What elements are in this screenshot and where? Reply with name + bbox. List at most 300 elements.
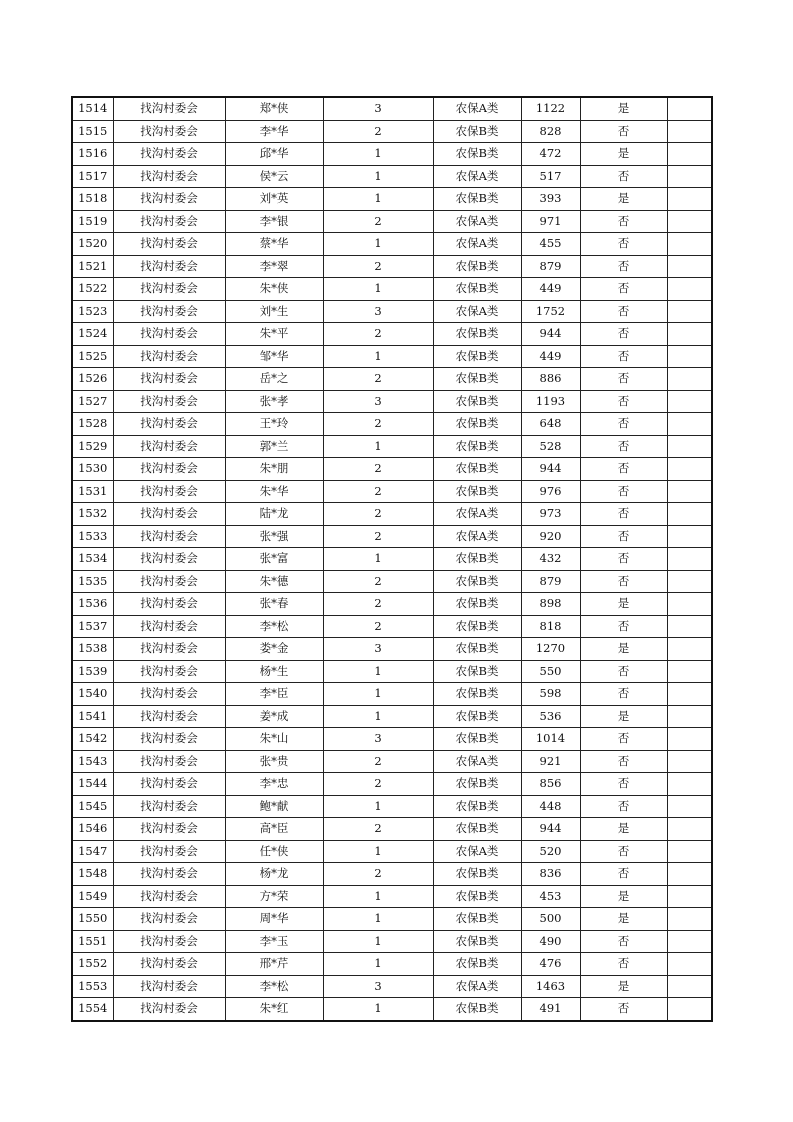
remarks-cell	[667, 795, 712, 818]
insurance-category-cell: 农保B类	[433, 638, 521, 661]
person-name-cell: 李*翠	[225, 255, 323, 278]
remarks-cell	[667, 503, 712, 526]
row-number-cell: 1528	[72, 413, 113, 436]
village-committee-cell: 找沟村委会	[113, 278, 225, 301]
amount-cell: 598	[521, 683, 580, 706]
amount-cell: 520	[521, 840, 580, 863]
remarks-cell	[667, 593, 712, 616]
row-number-cell: 1543	[72, 750, 113, 773]
insurance-category-cell: 农保B类	[433, 390, 521, 413]
amount-cell: 528	[521, 435, 580, 458]
row-number-cell: 1547	[72, 840, 113, 863]
insurance-category-cell: 农保B类	[433, 953, 521, 976]
row-number-cell: 1526	[72, 368, 113, 391]
insurance-category-cell: 农保B类	[433, 278, 521, 301]
village-committee-cell: 找沟村委会	[113, 750, 225, 773]
insurance-category-cell: 农保B类	[433, 683, 521, 706]
person-name-cell: 李*松	[225, 615, 323, 638]
village-committee-cell: 找沟村委会	[113, 795, 225, 818]
row-number-cell: 1536	[72, 593, 113, 616]
household-size-cell: 1	[323, 885, 433, 908]
insurance-category-cell: 农保B类	[433, 885, 521, 908]
household-size-cell: 1	[323, 998, 433, 1021]
insurance-category-cell: 农保B类	[433, 660, 521, 683]
remarks-cell	[667, 300, 712, 323]
row-number-cell: 1529	[72, 435, 113, 458]
village-committee-cell: 找沟村委会	[113, 143, 225, 166]
insurance-category-cell: 农保B类	[433, 593, 521, 616]
person-name-cell: 周*华	[225, 908, 323, 931]
remarks-cell	[667, 975, 712, 998]
amount-cell: 898	[521, 593, 580, 616]
insurance-category-cell: 农保B类	[433, 413, 521, 436]
insurance-category-cell: 农保A类	[433, 975, 521, 998]
village-committee-cell: 找沟村委会	[113, 503, 225, 526]
row-number-cell: 1544	[72, 773, 113, 796]
row-number-cell: 1525	[72, 345, 113, 368]
flag-yes-no-cell: 是	[580, 188, 667, 211]
amount-cell: 490	[521, 930, 580, 953]
person-name-cell: 高*臣	[225, 818, 323, 841]
household-size-cell: 2	[323, 818, 433, 841]
flag-yes-no-cell: 否	[580, 503, 667, 526]
flag-yes-no-cell: 否	[580, 278, 667, 301]
household-size-cell: 2	[323, 210, 433, 233]
household-size-cell: 1	[323, 908, 433, 931]
remarks-cell	[667, 930, 712, 953]
person-name-cell: 李*玉	[225, 930, 323, 953]
insurance-category-cell: 农保B类	[433, 120, 521, 143]
household-size-cell: 1	[323, 840, 433, 863]
amount-cell: 944	[521, 458, 580, 481]
insurance-category-cell: 农保A类	[433, 210, 521, 233]
row-number-cell: 1542	[72, 728, 113, 751]
person-name-cell: 张*春	[225, 593, 323, 616]
amount-cell: 472	[521, 143, 580, 166]
flag-yes-no-cell: 否	[580, 210, 667, 233]
flag-yes-no-cell: 否	[580, 773, 667, 796]
insurance-category-cell: 农保B类	[433, 615, 521, 638]
flag-yes-no-cell: 否	[580, 413, 667, 436]
table-row	[72, 795, 712, 818]
household-size-cell: 1	[323, 953, 433, 976]
insurance-category-cell: 农保A类	[433, 525, 521, 548]
village-committee-cell: 找沟村委会	[113, 97, 225, 120]
table-row	[72, 143, 712, 166]
flag-yes-no-cell: 否	[580, 458, 667, 481]
household-size-cell: 1	[323, 795, 433, 818]
table-row	[72, 525, 712, 548]
insurance-category-cell: 农保B类	[433, 863, 521, 886]
amount-cell: 393	[521, 188, 580, 211]
table-row	[72, 930, 712, 953]
insurance-category-cell: 农保A类	[433, 840, 521, 863]
insurance-category-cell: 农保B类	[433, 998, 521, 1021]
row-number-cell: 1519	[72, 210, 113, 233]
insurance-category-cell: 农保A类	[433, 503, 521, 526]
table-row	[72, 233, 712, 256]
amount-cell: 491	[521, 998, 580, 1021]
person-name-cell: 朱*山	[225, 728, 323, 751]
amount-cell: 536	[521, 705, 580, 728]
table-row	[72, 953, 712, 976]
table-row	[72, 638, 712, 661]
household-size-cell: 2	[323, 525, 433, 548]
village-committee-cell: 找沟村委会	[113, 638, 225, 661]
insurance-category-cell: 农保B类	[433, 908, 521, 931]
village-committee-cell: 找沟村委会	[113, 548, 225, 571]
village-committee-cell: 找沟村委会	[113, 345, 225, 368]
row-number-cell: 1554	[72, 998, 113, 1021]
row-number-cell: 1548	[72, 863, 113, 886]
village-committee-cell: 找沟村委会	[113, 885, 225, 908]
remarks-cell	[667, 863, 712, 886]
flag-yes-no-cell: 否	[580, 750, 667, 773]
table-row	[72, 593, 712, 616]
insurance-category-cell: 农保B类	[433, 930, 521, 953]
village-committee-cell: 找沟村委会	[113, 818, 225, 841]
amount-cell: 550	[521, 660, 580, 683]
insurance-category-cell: 农保B类	[433, 773, 521, 796]
table-row	[72, 750, 712, 773]
remarks-cell	[667, 525, 712, 548]
person-name-cell: 王*玲	[225, 413, 323, 436]
amount-cell: 476	[521, 953, 580, 976]
amount-cell: 1014	[521, 728, 580, 751]
remarks-cell	[667, 120, 712, 143]
person-name-cell: 杨*生	[225, 660, 323, 683]
row-number-cell: 1535	[72, 570, 113, 593]
table-row	[72, 728, 712, 751]
row-number-cell: 1533	[72, 525, 113, 548]
table-row	[72, 863, 712, 886]
person-name-cell: 邢*芹	[225, 953, 323, 976]
table-row	[72, 390, 712, 413]
row-number-cell: 1521	[72, 255, 113, 278]
table-row	[72, 615, 712, 638]
household-size-cell: 1	[323, 345, 433, 368]
amount-cell: 517	[521, 165, 580, 188]
household-size-cell: 3	[323, 390, 433, 413]
insurance-category-cell: 农保A类	[433, 300, 521, 323]
village-committee-cell: 找沟村委会	[113, 368, 225, 391]
person-name-cell: 张*孝	[225, 390, 323, 413]
person-name-cell: 侯*云	[225, 165, 323, 188]
remarks-cell	[667, 413, 712, 436]
remarks-cell	[667, 345, 712, 368]
flag-yes-no-cell: 是	[580, 885, 667, 908]
amount-cell: 818	[521, 615, 580, 638]
village-committee-cell: 找沟村委会	[113, 525, 225, 548]
table-row	[72, 458, 712, 481]
village-committee-cell: 找沟村委会	[113, 998, 225, 1021]
household-size-cell: 2	[323, 593, 433, 616]
amount-cell: 828	[521, 120, 580, 143]
person-name-cell: 朱*华	[225, 480, 323, 503]
amount-cell: 879	[521, 255, 580, 278]
row-number-cell: 1527	[72, 390, 113, 413]
person-name-cell: 李*忠	[225, 773, 323, 796]
amount-cell: 1463	[521, 975, 580, 998]
table-row	[72, 705, 712, 728]
table-row	[72, 300, 712, 323]
person-name-cell: 朱*朋	[225, 458, 323, 481]
person-name-cell: 岳*之	[225, 368, 323, 391]
person-name-cell: 朱*平	[225, 323, 323, 346]
village-committee-cell: 找沟村委会	[113, 930, 225, 953]
household-size-cell: 2	[323, 863, 433, 886]
remarks-cell	[667, 480, 712, 503]
amount-cell: 920	[521, 525, 580, 548]
household-size-cell: 3	[323, 975, 433, 998]
insurance-category-cell: 农保B类	[433, 323, 521, 346]
household-size-cell: 1	[323, 435, 433, 458]
remarks-cell	[667, 840, 712, 863]
table-row	[72, 503, 712, 526]
row-number-cell: 1516	[72, 143, 113, 166]
remarks-cell	[667, 885, 712, 908]
row-number-cell: 1538	[72, 638, 113, 661]
flag-yes-no-cell: 否	[580, 255, 667, 278]
amount-cell: 1122	[521, 97, 580, 120]
remarks-cell	[667, 998, 712, 1021]
insurance-category-cell: 农保A类	[433, 165, 521, 188]
remarks-cell	[667, 278, 712, 301]
table-row	[72, 435, 712, 458]
village-committee-cell: 找沟村委会	[113, 323, 225, 346]
household-size-cell: 3	[323, 300, 433, 323]
insurance-category-cell: 农保A类	[433, 233, 521, 256]
village-committee-cell: 找沟村委会	[113, 615, 225, 638]
insurance-category-cell: 农保B类	[433, 480, 521, 503]
remarks-cell	[667, 728, 712, 751]
flag-yes-no-cell: 否	[580, 998, 667, 1021]
amount-cell: 455	[521, 233, 580, 256]
flag-yes-no-cell: 否	[580, 390, 667, 413]
amount-cell: 921	[521, 750, 580, 773]
village-committee-cell: 找沟村委会	[113, 120, 225, 143]
row-number-cell: 1514	[72, 97, 113, 120]
flag-yes-no-cell: 是	[580, 97, 667, 120]
row-number-cell: 1531	[72, 480, 113, 503]
amount-cell: 449	[521, 345, 580, 368]
table-row	[72, 210, 712, 233]
household-size-cell: 2	[323, 615, 433, 638]
village-committee-cell: 找沟村委会	[113, 953, 225, 976]
row-number-cell: 1532	[72, 503, 113, 526]
insurance-category-cell: 农保B类	[433, 435, 521, 458]
remarks-cell	[667, 660, 712, 683]
household-size-cell: 2	[323, 255, 433, 278]
insurance-category-cell: 农保B类	[433, 728, 521, 751]
person-name-cell: 任*侠	[225, 840, 323, 863]
remarks-cell	[667, 323, 712, 346]
row-number-cell: 1541	[72, 705, 113, 728]
village-committee-cell: 找沟村委会	[113, 413, 225, 436]
amount-cell: 453	[521, 885, 580, 908]
table-body	[72, 97, 712, 1021]
household-size-cell: 2	[323, 570, 433, 593]
person-name-cell: 李*银	[225, 210, 323, 233]
table-row	[72, 683, 712, 706]
flag-yes-no-cell: 是	[580, 593, 667, 616]
village-committee-cell: 找沟村委会	[113, 233, 225, 256]
flag-yes-no-cell: 否	[580, 930, 667, 953]
person-name-cell: 李*臣	[225, 683, 323, 706]
remarks-cell	[667, 188, 712, 211]
amount-cell: 448	[521, 795, 580, 818]
household-size-cell: 2	[323, 413, 433, 436]
amount-cell: 973	[521, 503, 580, 526]
person-name-cell: 邹*华	[225, 345, 323, 368]
remarks-cell	[667, 953, 712, 976]
flag-yes-no-cell: 否	[580, 840, 667, 863]
household-size-cell: 3	[323, 97, 433, 120]
village-committee-cell: 找沟村委会	[113, 300, 225, 323]
flag-yes-no-cell: 是	[580, 975, 667, 998]
row-number-cell: 1520	[72, 233, 113, 256]
flag-yes-no-cell: 否	[580, 480, 667, 503]
insurance-category-cell: 农保B类	[433, 255, 521, 278]
amount-cell: 879	[521, 570, 580, 593]
household-table	[71, 96, 713, 1022]
household-size-cell: 1	[323, 683, 433, 706]
household-size-cell: 3	[323, 638, 433, 661]
table-row	[72, 120, 712, 143]
flag-yes-no-cell: 否	[580, 795, 667, 818]
household-size-cell: 1	[323, 705, 433, 728]
table-row	[72, 975, 712, 998]
flag-yes-no-cell: 否	[580, 683, 667, 706]
remarks-cell	[667, 683, 712, 706]
village-committee-cell: 找沟村委会	[113, 660, 225, 683]
table-row	[72, 840, 712, 863]
village-committee-cell: 找沟村委会	[113, 435, 225, 458]
flag-yes-no-cell: 否	[580, 728, 667, 751]
flag-yes-no-cell: 否	[580, 368, 667, 391]
flag-yes-no-cell: 是	[580, 143, 667, 166]
table-row	[72, 480, 712, 503]
table-row	[72, 413, 712, 436]
remarks-cell	[667, 435, 712, 458]
person-name-cell: 朱*侠	[225, 278, 323, 301]
village-committee-cell: 找沟村委会	[113, 593, 225, 616]
village-committee-cell: 找沟村委会	[113, 975, 225, 998]
row-number-cell: 1530	[72, 458, 113, 481]
flag-yes-no-cell: 否	[580, 165, 667, 188]
remarks-cell	[667, 390, 712, 413]
remarks-cell	[667, 165, 712, 188]
flag-yes-no-cell: 否	[580, 323, 667, 346]
flag-yes-no-cell: 否	[580, 570, 667, 593]
remarks-cell	[667, 97, 712, 120]
amount-cell: 648	[521, 413, 580, 436]
row-number-cell: 1539	[72, 660, 113, 683]
village-committee-cell: 找沟村委会	[113, 728, 225, 751]
remarks-cell	[667, 233, 712, 256]
remarks-cell	[667, 368, 712, 391]
remarks-cell	[667, 143, 712, 166]
insurance-category-cell: 农保B类	[433, 368, 521, 391]
row-number-cell: 1550	[72, 908, 113, 931]
amount-cell: 1752	[521, 300, 580, 323]
insurance-category-cell: 农保B类	[433, 188, 521, 211]
table-row	[72, 368, 712, 391]
row-number-cell: 1549	[72, 885, 113, 908]
insurance-category-cell: 农保A类	[433, 750, 521, 773]
remarks-cell	[667, 705, 712, 728]
village-committee-cell: 找沟村委会	[113, 908, 225, 931]
remarks-cell	[667, 210, 712, 233]
amount-cell: 971	[521, 210, 580, 233]
table-row	[72, 998, 712, 1021]
person-name-cell: 刘*英	[225, 188, 323, 211]
village-committee-cell: 找沟村委会	[113, 683, 225, 706]
table-row	[72, 660, 712, 683]
village-committee-cell: 找沟村委会	[113, 570, 225, 593]
amount-cell: 836	[521, 863, 580, 886]
flag-yes-no-cell: 否	[580, 435, 667, 458]
flag-yes-no-cell: 否	[580, 345, 667, 368]
row-number-cell: 1551	[72, 930, 113, 953]
village-committee-cell: 找沟村委会	[113, 840, 225, 863]
remarks-cell	[667, 570, 712, 593]
insurance-category-cell: 农保B类	[433, 458, 521, 481]
row-number-cell: 1515	[72, 120, 113, 143]
household-size-cell: 1	[323, 188, 433, 211]
table-row	[72, 165, 712, 188]
household-size-cell: 1	[323, 278, 433, 301]
flag-yes-no-cell: 是	[580, 908, 667, 931]
person-name-cell: 郑*侠	[225, 97, 323, 120]
remarks-cell	[667, 638, 712, 661]
household-size-cell: 1	[323, 660, 433, 683]
table-row	[72, 773, 712, 796]
village-committee-cell: 找沟村委会	[113, 773, 225, 796]
person-name-cell: 鲍*献	[225, 795, 323, 818]
household-size-cell: 2	[323, 480, 433, 503]
household-size-cell: 2	[323, 458, 433, 481]
insurance-category-cell: 农保B类	[433, 570, 521, 593]
table-row	[72, 345, 712, 368]
person-name-cell: 娄*金	[225, 638, 323, 661]
flag-yes-no-cell: 否	[580, 548, 667, 571]
village-committee-cell: 找沟村委会	[113, 255, 225, 278]
flag-yes-no-cell: 否	[580, 863, 667, 886]
amount-cell: 1193	[521, 390, 580, 413]
amount-cell: 449	[521, 278, 580, 301]
village-committee-cell: 找沟村委会	[113, 863, 225, 886]
person-name-cell: 李*华	[225, 120, 323, 143]
table-row	[72, 97, 712, 120]
row-number-cell: 1546	[72, 818, 113, 841]
household-size-cell: 2	[323, 750, 433, 773]
village-committee-cell: 找沟村委会	[113, 480, 225, 503]
table-row	[72, 570, 712, 593]
amount-cell: 500	[521, 908, 580, 931]
person-name-cell: 方*荣	[225, 885, 323, 908]
person-name-cell: 朱*德	[225, 570, 323, 593]
table-row	[72, 323, 712, 346]
insurance-category-cell: 农保A类	[433, 97, 521, 120]
remarks-cell	[667, 548, 712, 571]
row-number-cell: 1517	[72, 165, 113, 188]
row-number-cell: 1524	[72, 323, 113, 346]
table-row	[72, 908, 712, 931]
village-committee-cell: 找沟村委会	[113, 390, 225, 413]
row-number-cell: 1522	[72, 278, 113, 301]
household-size-cell: 2	[323, 368, 433, 391]
